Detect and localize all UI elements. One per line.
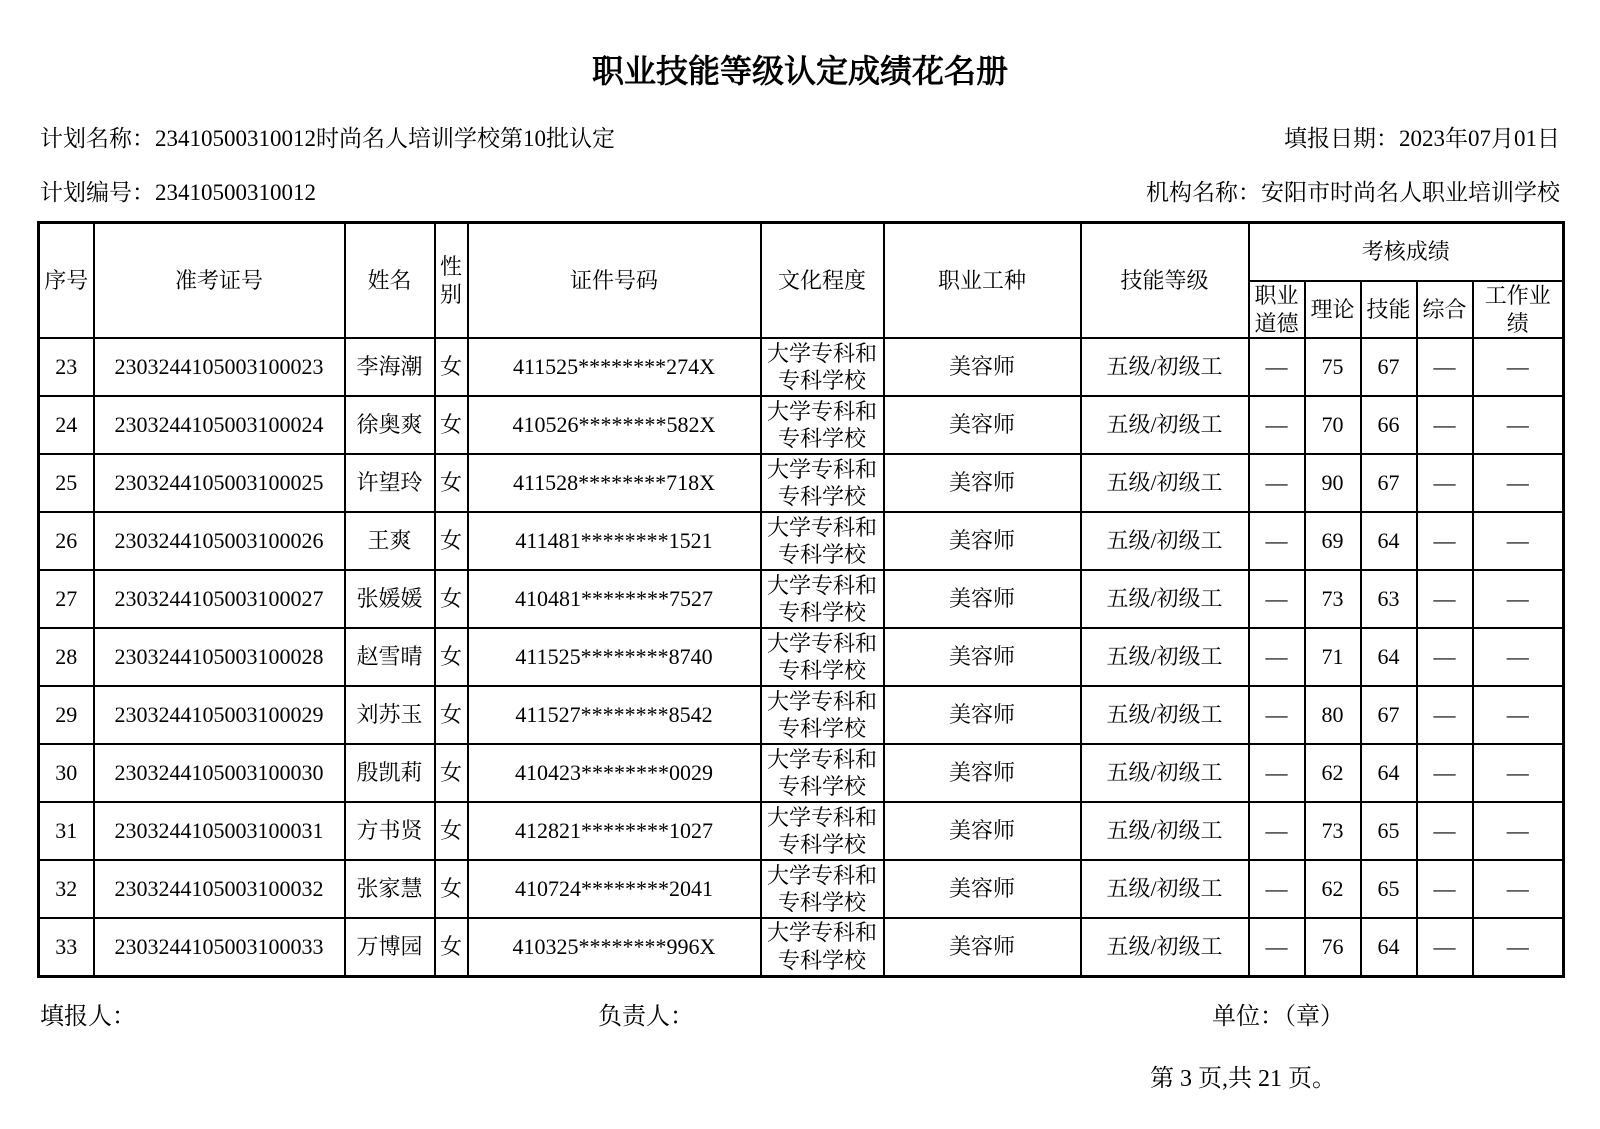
meta-row-2: [0, 178, 1600, 208]
cell-score-comprehensive: —: [1417, 860, 1473, 918]
cell-score-work: —: [1473, 396, 1564, 454]
cell-id-no: 412821********1027: [468, 802, 761, 860]
cell-score-work: —: [1473, 744, 1564, 802]
header-gender: 性别: [435, 223, 468, 339]
cell-score-theory: 75: [1305, 338, 1361, 396]
table-row: [39, 512, 1564, 570]
cell-exam-no: 2303244105003100030: [94, 744, 345, 802]
plan-code-value: 23410500310012: [155, 180, 316, 206]
cell-education: 大学专科和专科学校: [761, 628, 884, 686]
roster-table-body: [39, 338, 1564, 976]
cell-score-comprehensive: —: [1417, 918, 1473, 976]
cell-score-comprehensive: —: [1417, 570, 1473, 628]
cell-score-theory: 62: [1305, 860, 1361, 918]
cell-name: 王爽: [345, 512, 435, 570]
cell-score-comprehensive: —: [1417, 744, 1473, 802]
cell-seq: 28: [39, 628, 94, 686]
header-score-work: 工作业绩: [1473, 281, 1564, 338]
cell-occupation: 美容师: [884, 628, 1081, 686]
cell-score-work: —: [1473, 338, 1564, 396]
cell-score-theory: 69: [1305, 512, 1361, 570]
cell-occupation: 美容师: [884, 396, 1081, 454]
cell-occupation: 美容师: [884, 454, 1081, 512]
cell-exam-no: 2303244105003100028: [94, 628, 345, 686]
header-name: 姓名: [345, 223, 435, 339]
plan-name-value: 23410500310012时尚名人培训学校第10批认定: [155, 126, 615, 152]
cell-id-no: 411525********8740: [468, 628, 761, 686]
cell-score-work: —: [1473, 802, 1564, 860]
cell-score-ethics: —: [1249, 918, 1305, 976]
plan-code-label: 计划编号：: [40, 180, 155, 206]
cell-id-no: 410526********582X: [468, 396, 761, 454]
cell-score-skill: 66: [1361, 396, 1417, 454]
cell-education: 大学专科和专科学校: [761, 686, 884, 744]
cell-id-no: 411481********1521: [468, 512, 761, 570]
cell-seq: 25: [39, 454, 94, 512]
cell-exam-no: 2303244105003100031: [94, 802, 345, 860]
cell-score-work: —: [1473, 454, 1564, 512]
cell-score-theory: 73: [1305, 802, 1361, 860]
cell-name: 方书贤: [345, 802, 435, 860]
header-occupation: 职业工种: [884, 223, 1081, 339]
cell-education: 大学专科和专科学校: [761, 744, 884, 802]
table-row: [39, 918, 1564, 976]
cell-score-work: —: [1473, 860, 1564, 918]
cell-score-skill: 63: [1361, 570, 1417, 628]
cell-score-ethics: —: [1249, 686, 1305, 744]
unit-seal-label: 单位：（章）: [1212, 1004, 1344, 1030]
cell-exam-no: 2303244105003100024: [94, 396, 345, 454]
report-date: [1284, 124, 1560, 154]
cell-score-skill: 65: [1361, 802, 1417, 860]
cell-id-no: 411528********718X: [468, 454, 761, 512]
cell-occupation: 美容师: [884, 512, 1081, 570]
cell-skill-level: 五级/初级工: [1081, 686, 1249, 744]
cell-seq: 33: [39, 918, 94, 976]
cell-score-theory: 62: [1305, 744, 1361, 802]
cell-score-ethics: —: [1249, 570, 1305, 628]
cell-score-ethics: —: [1249, 628, 1305, 686]
org-name-value: 安阳市时尚名人职业培训学校: [1261, 180, 1560, 206]
filler-label: 填报人：: [40, 1004, 136, 1030]
cell-score-ethics: —: [1249, 802, 1305, 860]
cell-score-ethics: —: [1249, 396, 1305, 454]
cell-id-no: 411527********8542: [468, 686, 761, 744]
cell-seq: 32: [39, 860, 94, 918]
cell-skill-level: 五级/初级工: [1081, 628, 1249, 686]
cell-education: 大学专科和专科学校: [761, 338, 884, 396]
page-number: 第 3 页,共 21 页。: [1150, 1066, 1336, 1092]
cell-skill-level: 五级/初级工: [1081, 338, 1249, 396]
cell-occupation: 美容师: [884, 860, 1081, 918]
cell-gender: 女: [435, 918, 468, 976]
table-row: [39, 802, 1564, 860]
cell-education: 大学专科和专科学校: [761, 918, 884, 976]
plan-code: [40, 178, 316, 208]
cell-score-comprehensive: —: [1417, 628, 1473, 686]
cell-score-ethics: —: [1249, 454, 1305, 512]
cell-score-skill: 67: [1361, 338, 1417, 396]
cell-score-theory: 73: [1305, 570, 1361, 628]
cell-gender: 女: [435, 802, 468, 860]
cell-name: 徐奥爽: [345, 396, 435, 454]
cell-score-work: —: [1473, 686, 1564, 744]
cell-seq: 29: [39, 686, 94, 744]
cell-skill-level: 五级/初级工: [1081, 744, 1249, 802]
cell-gender: 女: [435, 396, 468, 454]
table-row: [39, 860, 1564, 918]
cell-score-skill: 65: [1361, 860, 1417, 918]
cell-score-ethics: —: [1249, 744, 1305, 802]
cell-education: 大学专科和专科学校: [761, 802, 884, 860]
cell-name: 刘苏玉: [345, 686, 435, 744]
table-row: [39, 686, 1564, 744]
header-id-no: 证件号码: [468, 223, 761, 339]
header-education: 文化程度: [761, 223, 884, 339]
cell-skill-level: 五级/初级工: [1081, 570, 1249, 628]
org-name: [1146, 178, 1560, 208]
cell-score-comprehensive: —: [1417, 396, 1473, 454]
page-title: 职业技能等级认定成绩花名册: [591, 53, 1008, 89]
cell-name: 许望玲: [345, 454, 435, 512]
cell-occupation: 美容师: [884, 744, 1081, 802]
cell-name: 赵雪晴: [345, 628, 435, 686]
cell-occupation: 美容师: [884, 570, 1081, 628]
cell-score-skill: 67: [1361, 454, 1417, 512]
cell-seq: 27: [39, 570, 94, 628]
cell-name: 万博园: [345, 918, 435, 976]
cell-score-skill: 64: [1361, 918, 1417, 976]
cell-exam-no: 2303244105003100026: [94, 512, 345, 570]
cell-gender: 女: [435, 686, 468, 744]
cell-id-no: 410423********0029: [468, 744, 761, 802]
cell-skill-level: 五级/初级工: [1081, 918, 1249, 976]
cell-score-work: —: [1473, 570, 1564, 628]
cell-gender: 女: [435, 744, 468, 802]
meta-row-1: [0, 124, 1600, 154]
cell-name: 张家慧: [345, 860, 435, 918]
cell-id-no: 411525********274X: [468, 338, 761, 396]
cell-name: 殷凯莉: [345, 744, 435, 802]
cell-score-comprehensive: —: [1417, 802, 1473, 860]
cell-score-theory: 90: [1305, 454, 1361, 512]
plan-name-label: 计划名称：: [40, 126, 155, 152]
cell-score-skill: 67: [1361, 686, 1417, 744]
cell-score-comprehensive: —: [1417, 686, 1473, 744]
cell-gender: 女: [435, 860, 468, 918]
cell-skill-level: 五级/初级工: [1081, 860, 1249, 918]
cell-score-work: —: [1473, 628, 1564, 686]
header-score-theory: 理论: [1305, 281, 1361, 338]
report-date-value: 2023年07月01日: [1399, 126, 1560, 152]
cell-score-theory: 76: [1305, 918, 1361, 976]
header-score-comprehensive: 综合: [1417, 281, 1473, 338]
cell-seq: 31: [39, 802, 94, 860]
table-row: [39, 744, 1564, 802]
cell-education: 大学专科和专科学校: [761, 396, 884, 454]
cell-seq: 23: [39, 338, 94, 396]
cell-skill-level: 五级/初级工: [1081, 454, 1249, 512]
cell-occupation: 美容师: [884, 686, 1081, 744]
signature-row: [0, 996, 1600, 1030]
cell-education: 大学专科和专科学校: [761, 570, 884, 628]
cell-occupation: 美容师: [884, 918, 1081, 976]
cell-score-theory: 70: [1305, 396, 1361, 454]
cell-exam-no: 2303244105003100033: [94, 918, 345, 976]
header-score-skill: 技能: [1361, 281, 1417, 338]
cell-gender: 女: [435, 338, 468, 396]
manager-label: 负责人：: [598, 1004, 694, 1030]
cell-score-comprehensive: —: [1417, 454, 1473, 512]
cell-gender: 女: [435, 512, 468, 570]
cell-gender: 女: [435, 454, 468, 512]
cell-score-comprehensive: —: [1417, 512, 1473, 570]
table-row: [39, 628, 1564, 686]
cell-gender: 女: [435, 570, 468, 628]
header-skill-level: 技能等级: [1081, 223, 1249, 339]
cell-exam-no: 2303244105003100023: [94, 338, 345, 396]
cell-score-work: —: [1473, 512, 1564, 570]
cell-occupation: 美容师: [884, 338, 1081, 396]
cell-exam-no: 2303244105003100032: [94, 860, 345, 918]
table-row: [39, 570, 1564, 628]
cell-score-skill: 64: [1361, 512, 1417, 570]
cell-seq: 24: [39, 396, 94, 454]
header-score-ethics: 职业道德: [1249, 281, 1305, 338]
cell-id-no: 410325********996X: [468, 918, 761, 976]
cell-skill-level: 五级/初级工: [1081, 512, 1249, 570]
cell-exam-no: 2303244105003100025: [94, 454, 345, 512]
org-name-label: 机构名称：: [1146, 180, 1261, 206]
table-row: [39, 338, 1564, 396]
cell-score-theory: 80: [1305, 686, 1361, 744]
cell-seq: 26: [39, 512, 94, 570]
cell-score-skill: 64: [1361, 628, 1417, 686]
report-date-label: 填报日期：: [1284, 126, 1399, 152]
cell-education: 大学专科和专科学校: [761, 860, 884, 918]
cell-score-ethics: —: [1249, 512, 1305, 570]
cell-exam-no: 2303244105003100029: [94, 686, 345, 744]
roster-table: [37, 221, 1565, 978]
cell-score-comprehensive: —: [1417, 338, 1473, 396]
cell-score-ethics: —: [1249, 860, 1305, 918]
header-seq: 序号: [39, 223, 94, 339]
cell-education: 大学专科和专科学校: [761, 454, 884, 512]
cell-exam-no: 2303244105003100027: [94, 570, 345, 628]
header-scores-group: 考核成绩: [1249, 223, 1564, 282]
cell-seq: 30: [39, 744, 94, 802]
table-row: [39, 454, 1564, 512]
cell-skill-level: 五级/初级工: [1081, 802, 1249, 860]
cell-name: 张媛媛: [345, 570, 435, 628]
cell-education: 大学专科和专科学校: [761, 512, 884, 570]
cell-skill-level: 五级/初级工: [1081, 396, 1249, 454]
plan-name: [40, 124, 615, 154]
cell-occupation: 美容师: [884, 802, 1081, 860]
cell-id-no: 410724********2041: [468, 860, 761, 918]
cell-name: 李海潮: [345, 338, 435, 396]
cell-id-no: 410481********7527: [468, 570, 761, 628]
cell-score-skill: 64: [1361, 744, 1417, 802]
cell-score-theory: 71: [1305, 628, 1361, 686]
cell-score-work: —: [1473, 918, 1564, 976]
cell-gender: 女: [435, 628, 468, 686]
cell-score-ethics: —: [1249, 338, 1305, 396]
table-row: [39, 396, 1564, 454]
header-exam-no: 准考证号: [94, 223, 345, 339]
